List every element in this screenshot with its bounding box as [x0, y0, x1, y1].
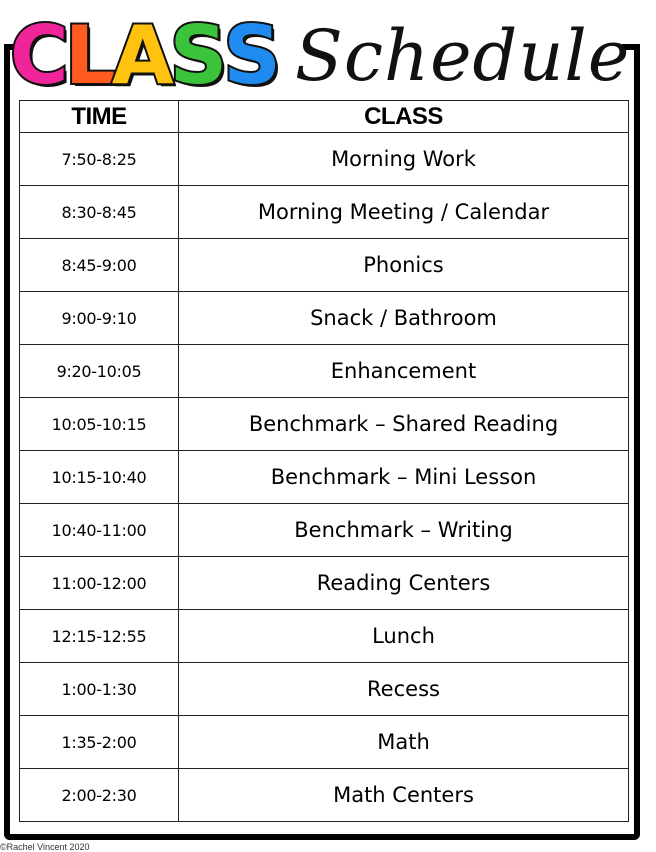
- schedule-body: [20, 133, 629, 822]
- time-cell: 1:35-2:00: [20, 716, 179, 769]
- time-cell: 12:15-12:55: [20, 610, 179, 663]
- table-row: [20, 292, 629, 345]
- title-schedule-word: Schedule: [294, 15, 631, 97]
- time-cell: 11:00-12:00: [20, 557, 179, 610]
- time-cell: 8:45-9:00: [20, 239, 179, 292]
- class-cell: Snack / Bathroom: [179, 292, 629, 345]
- title-letter: A: [111, 9, 170, 102]
- time-cell: 9:20-10:05: [20, 345, 179, 398]
- schedule-table: [19, 100, 629, 822]
- table-row: [20, 769, 629, 822]
- time-cell: 10:05-10:15: [20, 398, 179, 451]
- time-cell: 10:15-10:40: [20, 451, 179, 504]
- class-column-header: CLASS: [179, 101, 629, 133]
- time-column-header: TIME: [20, 101, 179, 133]
- table-row: [20, 133, 629, 186]
- time-cell: 9:00-9:10: [20, 292, 179, 345]
- class-cell: Morning Work: [179, 133, 629, 186]
- table-header-row: [20, 101, 629, 133]
- class-cell: Math Centers: [179, 769, 629, 822]
- title-class-word: [10, 9, 277, 102]
- time-cell: 1:00-1:30: [20, 663, 179, 716]
- time-cell: 8:30-8:45: [20, 186, 179, 239]
- title-letter: C: [10, 9, 65, 102]
- table-row: [20, 663, 629, 716]
- table-row: [20, 557, 629, 610]
- class-cell: Phonics: [179, 239, 629, 292]
- class-cell: Reading Centers: [179, 557, 629, 610]
- table-row: [20, 398, 629, 451]
- class-cell: Recess: [179, 663, 629, 716]
- time-cell: 7:50-8:25: [20, 133, 179, 186]
- table-row: [20, 504, 629, 557]
- class-cell: Enhancement: [179, 345, 629, 398]
- page-title: [10, 0, 631, 102]
- title-letter: S: [169, 9, 224, 102]
- copyright-text: ©Rachel Vincent 2020: [0, 842, 90, 852]
- table-row: [20, 345, 629, 398]
- class-cell: Math: [179, 716, 629, 769]
- title-letter: L: [64, 9, 112, 102]
- class-cell: Morning Meeting / Calendar: [179, 186, 629, 239]
- table-row: [20, 186, 629, 239]
- table-row: [20, 239, 629, 292]
- table-row: [20, 610, 629, 663]
- table-row: [20, 716, 629, 769]
- time-cell: 2:00-2:30: [20, 769, 179, 822]
- class-cell: Lunch: [179, 610, 629, 663]
- title-letter: S: [223, 9, 277, 102]
- class-cell: Benchmark – Shared Reading: [179, 398, 629, 451]
- class-cell: Benchmark – Mini Lesson: [179, 451, 629, 504]
- table-row: [20, 451, 629, 504]
- class-cell: Benchmark – Writing: [179, 504, 629, 557]
- time-cell: 10:40-11:00: [20, 504, 179, 557]
